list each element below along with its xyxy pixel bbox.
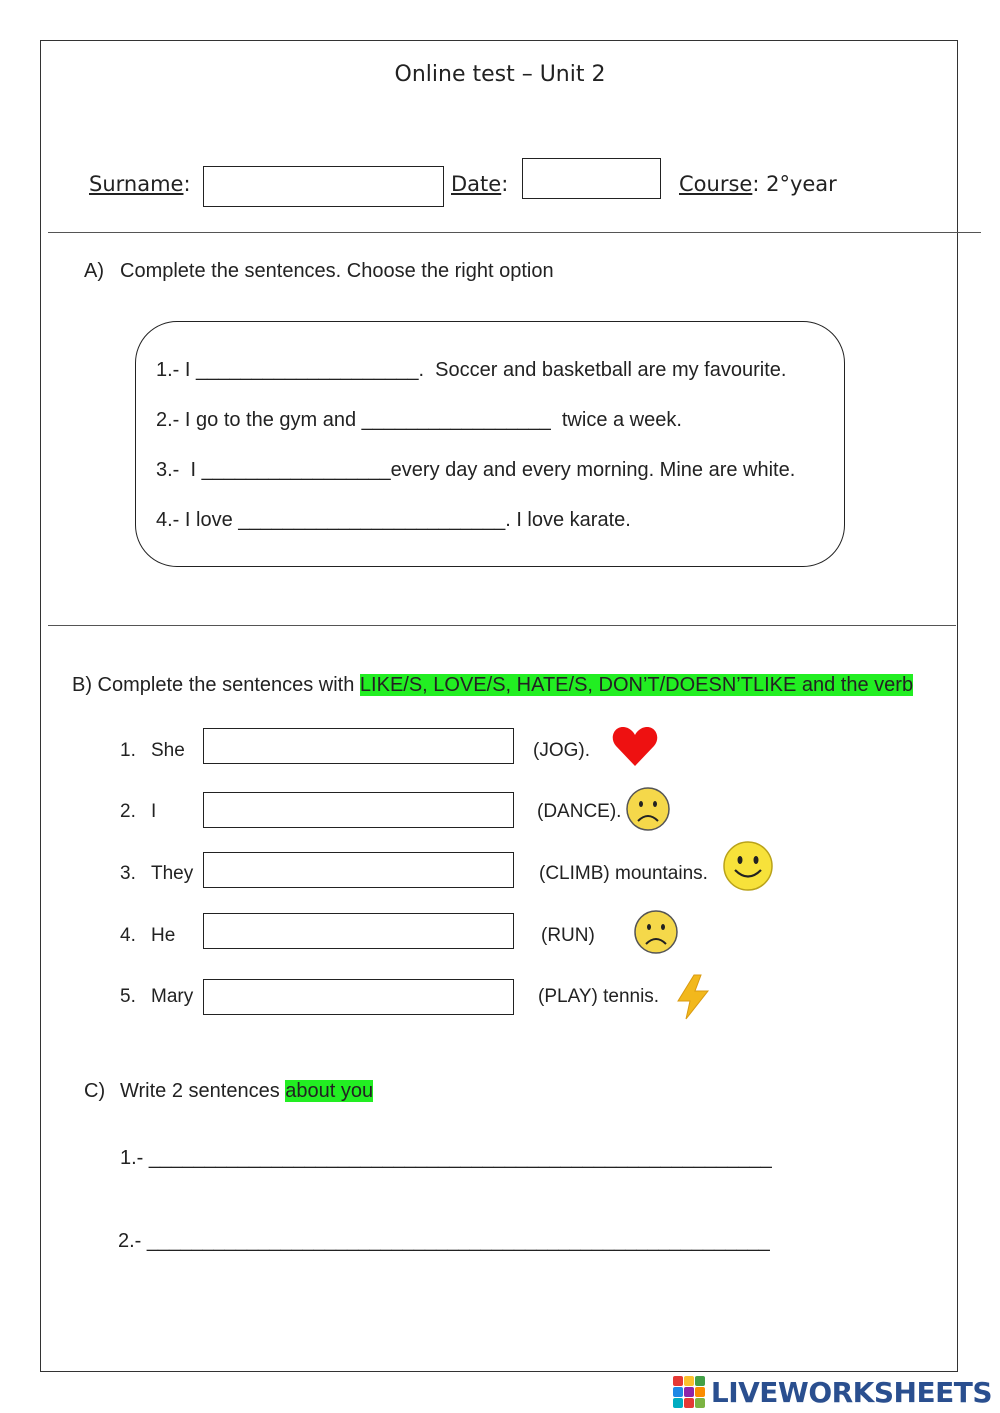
item-subject: I [151,801,157,822]
section-a-instruction: Complete the sentences. Choose the right option [120,260,554,282]
item-number: 3. [120,863,136,884]
item-number: 2. [120,801,136,822]
divider [48,232,981,233]
answer-input-2[interactable] [203,792,514,828]
liveworksheets-logo [673,1375,992,1409]
sentence-a-3: 3.- I _________________every day and every morning. Mine are white. [156,459,796,481]
section-b-prefix: B) Complete the sentences with [72,674,360,696]
section-a-letter: A) [84,260,104,282]
course-label-group [679,172,837,196]
date-label-group [451,172,508,196]
answer-input-1[interactable] [203,728,514,764]
smiley-face-icon [722,840,774,892]
sentence-a-4: 4.- I love ________________________. I love karate. [156,509,631,531]
item-hint: (JOG). [533,740,590,761]
writing-line-2[interactable]: 2.- ________________________________________________________ [118,1230,770,1252]
course-value: : 2°year [752,172,837,196]
brand-name: LIVEWORKSHEETS [710,1375,992,1409]
logo-mark-icon [673,1376,705,1408]
item-subject: Mary [151,986,194,1007]
colon: : [501,172,509,196]
section-c-instruction [120,1080,373,1103]
page-title: Online test – Unit 2 [394,62,606,87]
writing-line-1[interactable]: 1.- ________________________________________________________ [120,1147,772,1169]
item-number: 5. [120,986,136,1007]
colon: : [183,172,191,196]
item-subject: They [151,863,194,884]
date-input[interactable] [522,158,661,199]
sad-face-icon [625,786,671,832]
course-label: Course [679,172,753,196]
surname-input[interactable] [203,166,444,207]
answer-input-4[interactable] [203,913,514,949]
divider [48,625,956,626]
sentence-a-1: 1.- I ____________________. Soccer and basketball are my favourite. [156,359,787,381]
surname-label: Surname [89,172,184,196]
item-subject: She [151,740,185,761]
surname-label-group [89,172,191,196]
sad-face-icon [633,909,679,955]
section-c-text: Write 2 sentences [120,1080,286,1102]
heart-icon [611,724,659,768]
section-c-highlight: about you [285,1080,374,1102]
item-hint: (PLAY) tennis. [538,986,660,1007]
answer-input-5[interactable] [203,979,514,1015]
sentence-a-2: 2.- I go to the gym and _________________ twice a week. [156,409,682,431]
item-subject: He [151,925,176,946]
item-hint: (CLIMB) mountains. [539,863,708,884]
section-b-highlight: LIKE/S, LOVE/S, HATE/S, DON’T/DOESN’TLIKE and the verb [359,674,914,696]
item-hint: (DANCE). [537,801,622,822]
item-number: 4. [120,925,136,946]
item-hint: (RUN) [541,925,595,946]
section-c-letter: C) [84,1080,106,1102]
lightning-icon [674,974,710,1020]
date-label: Date [451,172,502,196]
section-b-instruction [72,674,913,697]
answer-input-3[interactable] [203,852,514,888]
item-number: 1. [120,740,136,761]
worksheet-frame [40,40,958,1372]
